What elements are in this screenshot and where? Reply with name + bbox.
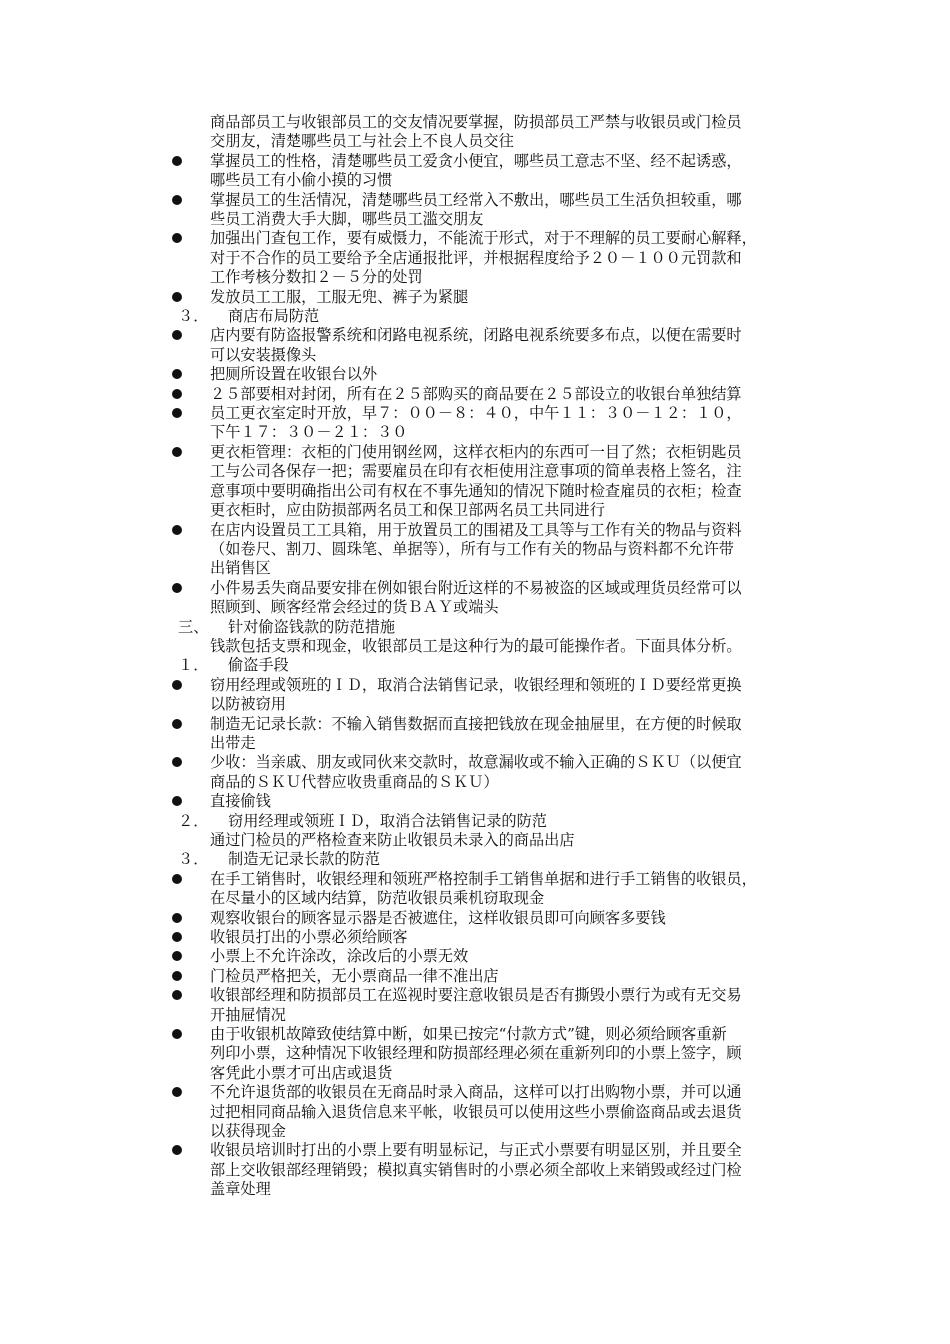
text-line: 掌握员工的生活情况，清楚哪些员工经常入不敷出，哪些员工生活负担较重，哪 [210, 190, 742, 209]
paragraph [0, 637, 950, 656]
section-title: 商店布局防范 [228, 307, 320, 326]
text-line: 收银员打出的小票必须给顾客 [210, 927, 408, 946]
bullet-dot-icon [172, 874, 182, 884]
text-line: 商品部员工与收银部员工的交友情况要掌握，防损部员工严禁与收银员或门检员 [210, 113, 742, 131]
bullet-dot-icon [172, 757, 182, 767]
text-line: 在尽量小的区域内结算，防范收银员乘机窃取现金 [210, 889, 545, 908]
bullet-list-item [0, 326, 950, 365]
text-line: 更衣柜时，应由防损部两名员工和保卫部两名员工共同进行 [210, 501, 605, 520]
text-line: 收银部经理和防损部员工在巡视时要注意收银员是否有撕毁小票行为或有无交易 [210, 986, 742, 1005]
bullet-list-item [0, 967, 950, 986]
text-line: 小件易丢失商品要安排在例如银台附近这样的不易被盗的区域或理货员经常可以 [210, 578, 742, 597]
bullet-list-item [0, 870, 950, 909]
bullet-dot-icon [172, 195, 182, 205]
bullet-list-item [0, 229, 950, 287]
text-line: 加强出门查包工作，要有威慑力，不能流于形式，对于不理解的员工要耐心解释， [210, 229, 757, 248]
section-number: １． [178, 656, 209, 675]
bullet-list-item [0, 365, 950, 384]
bullet-list-item [0, 715, 950, 754]
text-line: 出销售区 [210, 559, 271, 578]
bullet-list-item [0, 947, 950, 966]
text-line: 以获得现金 [210, 1122, 286, 1141]
text-line: 对于不合作的员工要给予全店通报批评，并根据程度给予２０－１００元罚款和 [210, 248, 742, 267]
text-line: 照顾到、顾客经常会经过的货ＢＡＹ或端头 [210, 598, 499, 617]
text-line: 发放员工工服，工服无兜、裤子为紧腿 [210, 287, 469, 306]
bullet-list-item [0, 385, 950, 404]
section-title: 偷盗手段 [228, 656, 289, 675]
bullet-list-item [0, 404, 950, 443]
text-line: 以防被窃用 [210, 695, 286, 714]
bullet-dot-icon [172, 408, 182, 418]
bullet-dot-icon [172, 932, 182, 942]
text-line: 哪些员工有小偷小摸的习惯 [210, 171, 393, 190]
bullet-list-item [0, 928, 950, 947]
bullet-list-item [0, 579, 950, 618]
bullet-dot-icon [172, 369, 182, 379]
text-line: 意事项中要明确指出公司有权在不事先通知的情况下随时检查雇员的衣柜；检查 [210, 481, 742, 500]
text-line: 开抽屉情况 [210, 1005, 286, 1024]
section-number: ２． [178, 811, 209, 830]
text-line: 盖章处理 [210, 1180, 271, 1199]
text-line: 交朋友，清楚哪些员工与社会上不良人员交往 [210, 132, 514, 151]
bullet-list-item [0, 191, 950, 230]
bullet-dot-icon [172, 1087, 182, 1097]
text-line: 直接偷钱 [210, 792, 271, 811]
text-line: 通过门检员的严格检查来防止收银员未录入的商品出店 [210, 830, 575, 849]
text-line: 可以安装摄像头 [210, 345, 317, 364]
text-line: 更衣柜管理：衣柜的门使用钢丝网，这样衣柜内的东西可一目了然；衣柜钥匙员 [210, 442, 742, 461]
bullet-list-item [0, 753, 950, 792]
text-line: 员工更衣室定时开放，早７：００－８：４０，中午１１：３０－１２：１０， [210, 404, 742, 423]
text-line: 店内要有防盗报警系统和闭路电视系统，闭路电视系统要多布点，以便在需要时 [210, 326, 742, 345]
section-number: ３． [178, 307, 209, 326]
document-page [0, 113, 950, 1200]
bullet-dot-icon [172, 233, 182, 243]
section-title: 窃用经理或领班ＩＤ，取消合法销售记录的防范 [228, 811, 547, 830]
paragraph [0, 113, 950, 152]
text-line: 在店内设置员工工具箱，用于放置员工的围裙及工具等与工作有关的物品与资料 [210, 520, 742, 539]
bullet-dot-icon [172, 583, 182, 593]
text-line: 少收：当亲戚、朋友或同伙来交款时，故意漏收或不输入正确的ＳＫＵ（以便宜 [210, 753, 742, 772]
text-line: 窃用经理或领班的ＩＤ，取消合法销售记录，收银经理和领班的ＩＤ要经常更换 [210, 675, 742, 694]
bullet-list-item [0, 443, 950, 521]
text-line: 掌握员工的性格，清楚哪些员工爱贪小便宜，哪些员工意志不坚、经不起诱惑， [210, 151, 742, 170]
text-line: 小票上不允许涂改，涂改后的小票无效 [210, 947, 469, 966]
text-line: 工作考核分数扣２－５分的处罚 [210, 268, 423, 287]
text-line: 由于收银机故障致使结算中断，如果已按完“付款方式”键，则必须给顾客重新 [210, 1025, 727, 1044]
text-line: 观察收银台的顾客显示器是否被遮住，这样收银员即可向顾客多要钱 [210, 908, 666, 927]
bullet-list-item [0, 792, 950, 811]
bullet-dot-icon [172, 951, 182, 961]
text-line: 商品的ＳＫＵ代替应收贵重商品的ＳＫＵ） [210, 772, 499, 791]
text-line: 出带走 [210, 733, 256, 752]
text-line: ２５部要相对封闭，所有在２５部购买的商品要在２５部设立的收银台单独结算 [210, 384, 742, 403]
bullet-dot-icon [172, 719, 182, 729]
bullet-list-item [0, 288, 950, 307]
bullet-dot-icon [172, 389, 182, 399]
bullet-dot-icon [172, 796, 182, 806]
bullet-dot-icon [172, 990, 182, 1000]
section-heading [0, 656, 950, 675]
text-line: （如卷尺、割刀、圆珠笔、单据等），所有与工作有关的物品与资料都不允许带 [210, 539, 734, 558]
bullet-list-item [0, 909, 950, 928]
bullet-list-item [0, 986, 950, 1025]
text-line: 列印小票，这种情况下收银经理和防损部经理必须在重新列印的小票上签字，顾 [210, 1044, 742, 1063]
section-number: 三、 [178, 617, 209, 636]
text-line: 工与公司各保存一把；需要雇员在印有衣柜使用注意事项的简单表格上签名，注 [210, 462, 742, 481]
section-heading [0, 307, 950, 326]
text-line: 钱款包括支票和现金，收银部员工是这种行为的最可能操作者。下面具体分析。 [210, 636, 742, 655]
bullet-dot-icon [172, 1145, 182, 1155]
section-heading [0, 812, 950, 831]
bullet-list-item [0, 521, 950, 579]
bullet-dot-icon [172, 1029, 182, 1039]
bullet-dot-icon [172, 680, 182, 690]
section-heading [0, 850, 950, 869]
bullet-list-item [0, 1025, 950, 1083]
text-line: 在手工销售时，收银经理和领班严格控制手工销售单据和进行手工销售的收银员， [210, 869, 757, 888]
section-number: ３． [178, 850, 209, 869]
bullet-dot-icon [172, 156, 182, 166]
bullet-list-item [0, 1083, 950, 1141]
bullet-dot-icon [172, 292, 182, 302]
text-line: 过把相同商品输入退货信息来平帐，收银员可以使用这些小票偷盗商品或去退货 [210, 1102, 742, 1121]
bullet-dot-icon [172, 525, 182, 535]
bullet-dot-icon [172, 330, 182, 340]
text-line: 收银员培训时打出的小票上要有明显标记，与正式小票要有明显区别，并且要全 [210, 1141, 742, 1160]
bullet-dot-icon [172, 447, 182, 457]
text-line: 门检员严格把关，无小票商品一律不准出店 [210, 966, 499, 985]
text-line: 下午１７：３０－２１：３０ [210, 423, 408, 442]
section-title: 针对偷盗钱款的防范措施 [228, 617, 396, 636]
bullet-list-item [0, 152, 950, 191]
bullet-dot-icon [172, 971, 182, 981]
text-line: 客凭此小票才可出店或退货 [210, 1063, 393, 1082]
text-line: 不允许退货部的收银员在无商品时录入商品，这样可以打出购物小票，并可以通 [210, 1083, 742, 1102]
section-title: 制造无记录长款的防范 [228, 850, 380, 869]
bullet-list-item [0, 1141, 950, 1199]
bullet-dot-icon [172, 913, 182, 923]
text-line: 把厕所设置在收银台以外 [210, 365, 378, 384]
section-heading [0, 618, 950, 637]
text-line: 制造无记录长款：不输入销售数据而直接把钱放在现金抽屉里，在方便的时候取 [210, 714, 742, 733]
text-line: 些员工消费大手大脚，哪些员工滥交朋友 [210, 210, 484, 229]
text-line: 部上交收银部经理销毁；模拟真实销售时的小票必须全部收上来销毁或经过门检 [210, 1160, 742, 1179]
paragraph [0, 831, 950, 850]
bullet-list-item [0, 676, 950, 715]
